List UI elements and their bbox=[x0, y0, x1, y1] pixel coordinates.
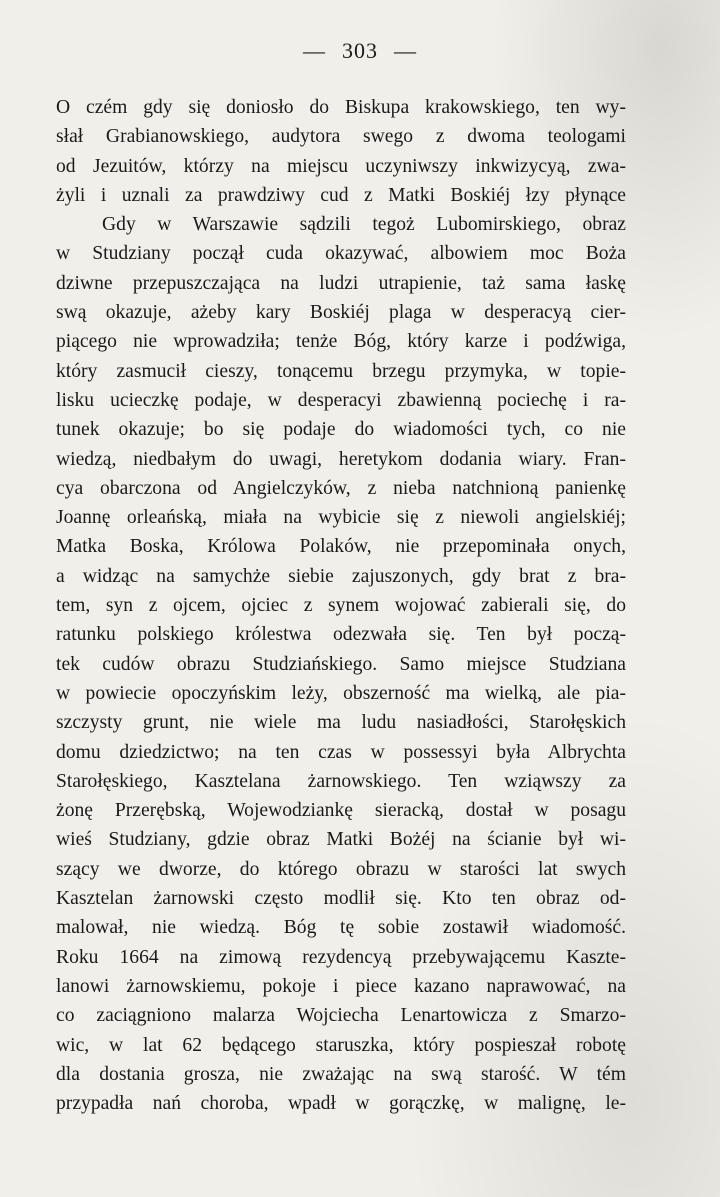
text-line: wiedzą, niedbałym do uwagi, heretykom dodania wiary. Fran- bbox=[56, 448, 626, 470]
text-line: wieś Studziany, gdzie obraz Matki Bożéj na ścianie był wi- bbox=[56, 829, 626, 851]
text-line: Gdy w Warszawie sądzili tegoż Lubomirskiego, obraz bbox=[102, 214, 626, 236]
text-line: szczysty grunt, nie wiele ma ludu nasiadłości, Starołęskich bbox=[56, 712, 626, 734]
text-line: a widząc na samychże siebie zajuszonych, gdy brat z bra- bbox=[56, 565, 626, 587]
text-line: O czém gdy się doniosło do Biskupa krakowskiego, ten wy- bbox=[56, 97, 626, 118]
text-line: słał Grabianowskiego, audytora swego z dwoma teologami bbox=[56, 126, 626, 148]
text-line: wic, w lat 62 będącego staruszka, który pospieszał robotę bbox=[56, 1034, 626, 1056]
text-line: szący we dworze, do którego obrazu w starości lat swych bbox=[56, 858, 626, 880]
text-line: w Studziany począł cuda okazywać, albowiem moc Boża bbox=[56, 243, 626, 265]
text-line: tem, syn z ojcem, ojciec z synem wojować zabierali się, do bbox=[56, 595, 626, 617]
text-line: ratunku polskiego królestwa odezwała się. Ten był począ- bbox=[56, 624, 626, 646]
text-line: malował, nie wiedzą. Bóg tę sobie zostawił wiadomość. bbox=[56, 917, 626, 939]
text-line: domu dziedzictwo; na ten czas w possessyi była Albrychta bbox=[56, 741, 626, 763]
text-line: Joannę orleańską, miała na wybicie się z niewoli angielskiéj; bbox=[56, 507, 626, 529]
text-line: lanowi żarnowskiemu, pokoje i piece kazano naprawować, na bbox=[56, 975, 626, 997]
text-line: Starołęskiego, Kasztelana żarnowskiego. Ten wziąwszy za bbox=[56, 770, 626, 792]
text-line: tek cudów obrazu Studziańskiego. Samo miejsce Studziana bbox=[56, 653, 626, 675]
text-line: który zasmucił cieszy, tonącemu brzegu przymyka, w topie- bbox=[56, 360, 626, 382]
page-header bbox=[0, 38, 720, 64]
text-line: żonę Przerębską, Wojewodziankę sieracką, dostał w posagu bbox=[56, 800, 626, 822]
header-dash-left: — bbox=[303, 38, 326, 63]
header-dash-right: — bbox=[394, 38, 417, 63]
text-line: Roku 1664 na zimową rezydencyą przebywającemu Kaszte- bbox=[56, 946, 626, 968]
text-line: piącego nie wprowadziła; tenże Bóg, który karze i podźwiga, bbox=[56, 331, 626, 353]
text-line: swą okazuje, ażeby kary Boskiéj plaga w desperacyą cier- bbox=[56, 302, 626, 324]
text-line: lisku ucieczkę podaje, w desperacyi zbawienną pociechę i ra- bbox=[56, 389, 626, 411]
text-line: Matka Boska, Królowa Polaków, nie przepominała onych, bbox=[56, 536, 626, 558]
text-line: żyli i uznali za prawdziwy cud z Matki Boskiéj łzy płynące bbox=[56, 184, 626, 206]
text-line: Kasztelan żarnowski często modlił się. Kto ten obraz od- bbox=[56, 888, 626, 910]
text-line: co zaciągniono malarza Wojciecha Lenartowicza z Smarzo- bbox=[56, 1005, 626, 1027]
text-line: w powiecie opoczyńskim leży, obszerność ma wielką, ale pia- bbox=[56, 682, 626, 704]
text-line: dziwne przepuszczająca na ludzi utrapienie, taż sama łaskę bbox=[56, 272, 626, 294]
text-line: dla dostania grosza, nie zważając na swą starość. W tém bbox=[56, 1063, 626, 1085]
text-line: cya obarczona od Angielczyków, z nieba natchnioną panienkę bbox=[56, 477, 626, 499]
page-number: 303 bbox=[342, 38, 378, 63]
text-line: przypadła nań choroba, wpadł w gorączkę, w malignę, le- bbox=[56, 1093, 626, 1115]
text-line: od Jezuitów, którzy na miejscu uczyniwszy inkwizycyą, zwa- bbox=[56, 155, 626, 177]
text-line: tunek okazuje; bo się podaje do wiadomości tych, co nie bbox=[56, 419, 626, 441]
body-text bbox=[56, 93, 626, 1118]
